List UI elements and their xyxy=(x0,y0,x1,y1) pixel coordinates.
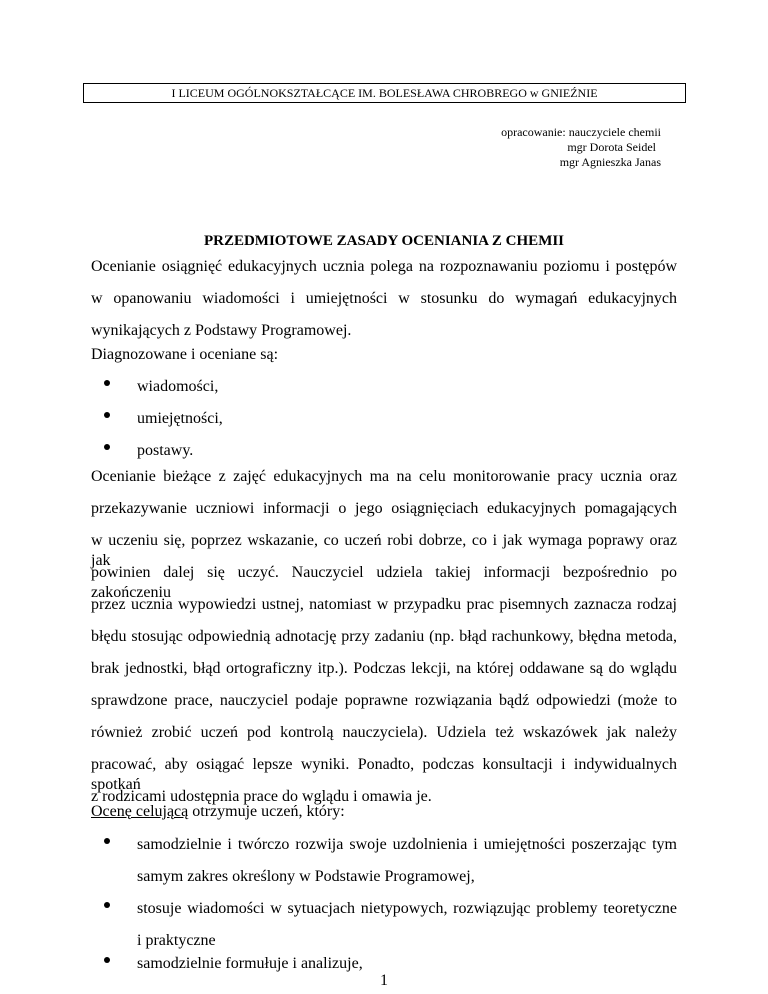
school-header: I LICEUM OGÓLNOKSZTAŁCĄCE IM. BOLESŁAWA CHROBREGO w GNIEŹNIE xyxy=(83,83,686,103)
text-line: również zrobić uczeń pod kontrolą nauczyciela). Udziela też wskazówek jak należy xyxy=(91,724,677,741)
bullet-icon xyxy=(104,957,110,963)
page-number: 1 xyxy=(380,972,388,989)
list-item: stosuje wiadomości w sytuacjach nietypowych, rozwiązując problemy teoretyczne xyxy=(137,900,677,917)
text-line: z rodzicami udostępnia prace do wglądu i omawia je. xyxy=(91,788,432,805)
text-line: Ocenianie osiągnięć edukacyjnych ucznia polega na rozpoznawaniu poziomu i postępów xyxy=(91,258,677,275)
text-line: pracować, aby osiągać lepsze wyniki. Ponadto, podczas konsultacji i indywidualnych spotkań xyxy=(91,756,677,793)
bullet-icon xyxy=(104,902,110,908)
list-item: postawy. xyxy=(137,442,194,459)
list-item: samodzielnie i twórczo rozwija swoje uzdolnienia i umiejętności poszerzając tym xyxy=(137,836,677,853)
text-line: sprawdzone prace, nauczyciel podaje poprawne rozwiązania bądź odpowiedzi (może to xyxy=(91,692,677,709)
bullet-icon xyxy=(104,838,110,844)
text-line: błędu stosując odpowiednią adnotację przy zadaniu (np. błąd rachunkowy, błędna metoda, xyxy=(91,628,677,645)
text-line: przekazywanie uczniowi informacji o jego osiągnięciach edukacyjnych pomagających xyxy=(91,500,677,517)
author-line: mgr Agnieszka Janas xyxy=(559,155,661,169)
text-line: brak jednostki, błąd ortograficzny itp.). Podczas lekcji, na której oddawane są do wglądu xyxy=(91,660,677,677)
text-line: wynikających z Podstawy Programowej. xyxy=(91,322,352,339)
grade-label: Ocenę celującą xyxy=(91,803,189,820)
list-item-continued: samym zakres określony w Podstawie Programowej, xyxy=(137,868,475,885)
grade-heading-rest: otrzymuje uczeń, który: xyxy=(188,803,345,820)
list-item: samodzielnie formułuje i analizuje, xyxy=(137,955,363,972)
bullet-icon xyxy=(104,380,110,386)
text-line: Diagnozowane i oceniane są: xyxy=(91,346,279,363)
text-line: Ocenianie bieżące z zajęć edukacyjnych ma na celu monitorowanie pracy ucznia oraz xyxy=(91,468,677,485)
author-line: opracowanie: nauczyciele chemii xyxy=(501,125,661,139)
list-item: umiejętności, xyxy=(137,410,223,427)
grade-heading xyxy=(91,802,677,822)
text-line: przez ucznia wypowiedzi ustnej, natomiast w przypadku prac pisemnych zaznacza rodzaj xyxy=(91,596,677,613)
author-line: mgr Dorota Seidel xyxy=(567,140,656,154)
text-line: w uczeniu się, poprzez wskazanie, co uczeń robi dobrze, co i jak wymaga poprawy oraz jak xyxy=(91,532,677,569)
text-line: powinien dalej się uczyć. Nauczyciel udziela takiej informacji bezpośrednio po zakończeniu xyxy=(91,564,677,601)
list-item-continued: i praktyczne xyxy=(137,932,216,949)
text-line: w opanowaniu wiadomości i umiejętności w stosunku do wymagań edukacyjnych xyxy=(91,290,677,307)
bullet-icon xyxy=(104,412,110,418)
list-item: wiadomości, xyxy=(137,378,219,395)
document-title: PRZEDMIOTOWE ZASADY OCENIANIA Z CHEMII xyxy=(203,233,565,249)
bullet-icon xyxy=(104,444,110,450)
